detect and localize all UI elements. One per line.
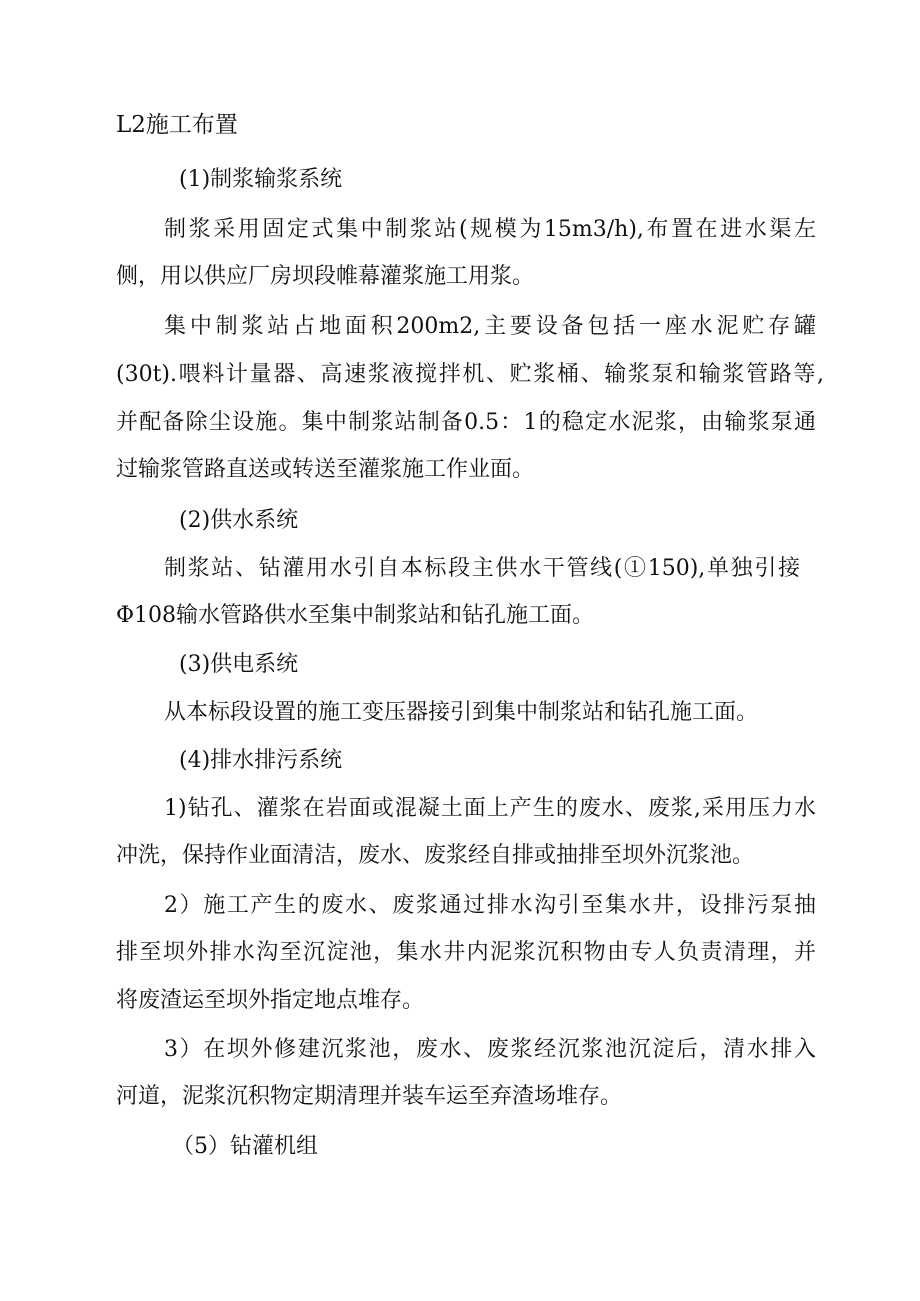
subheading-water-supply: (2)供水系统 [179, 508, 299, 533]
paragraph-line: 1)钻孔、灌浆在岩面或混凝土面上产生的废水、废浆,采用压力水 [164, 796, 816, 821]
paragraph-line: Φ108输水管路供水至集中制浆站和钻孔施工面。 [116, 603, 595, 628]
paragraph-line: 冲洗，保持作业面清洁，废水、废浆经自排或抽排至坝外沉浆池。 [116, 843, 755, 868]
paragraph-line: 将废渣运至坝外指定地点堆存。 [116, 988, 425, 1013]
subheading-power-supply: (3)供电系统 [179, 652, 299, 677]
paragraph-line: 3）在坝外修建沉浆池，废水、废浆经沉浆池沉淀后，清水排入 [164, 1037, 816, 1062]
paragraph-line: 2）施工产生的废水、废浆通过排水沟引至集水井，设排污泵抽 [164, 893, 816, 918]
paragraph-line: 排至坝外排水沟至沉淀池，集水井内泥浆沉积物由专人负责清理，并 [116, 940, 816, 965]
paragraph-line: 集中制浆站占地面积200m2,主要设备包括一座水泥贮存罐 [164, 314, 816, 339]
subheading-drainage-system: (4)排水排污系统 [179, 748, 343, 773]
paragraph-line: 从本标段设置的施工变压器接引到集中制浆站和钻孔施工面。 [164, 700, 759, 725]
paragraph-line: 河道，泥浆沉积物定期清理并装车运至弃渣场堆存。 [116, 1084, 623, 1109]
section-title: L2施工布置 [116, 112, 238, 138]
paragraph-line: 制浆采用固定式集中制浆站(规模为15m3/h),布置在进水渠左 [164, 217, 816, 242]
subheading-drilling-units: （5）钻灌机组 [172, 1134, 318, 1159]
subheading-slurry-system: (1)制浆输浆系统 [179, 167, 343, 192]
paragraph-line: 过输浆管路直送或转送至灌浆施工作业面。 [116, 457, 535, 482]
paragraph-line: (30t).喂料计量器、高速浆液搅拌机、贮浆桶、输浆泵和输浆管路等, [116, 362, 824, 387]
paragraph-line: 并配备除尘设施。集中制浆站制备0.5：1的稳定水泥浆，由输浆泵通 [116, 410, 816, 435]
paragraph-line: 制浆站、钻灌用水引自本标段主供水干管线(①150),单独引接 [164, 556, 800, 581]
paragraph-line: 侧，用以供应厂房坝段帷幕灌浆施工用浆。 [116, 264, 535, 289]
